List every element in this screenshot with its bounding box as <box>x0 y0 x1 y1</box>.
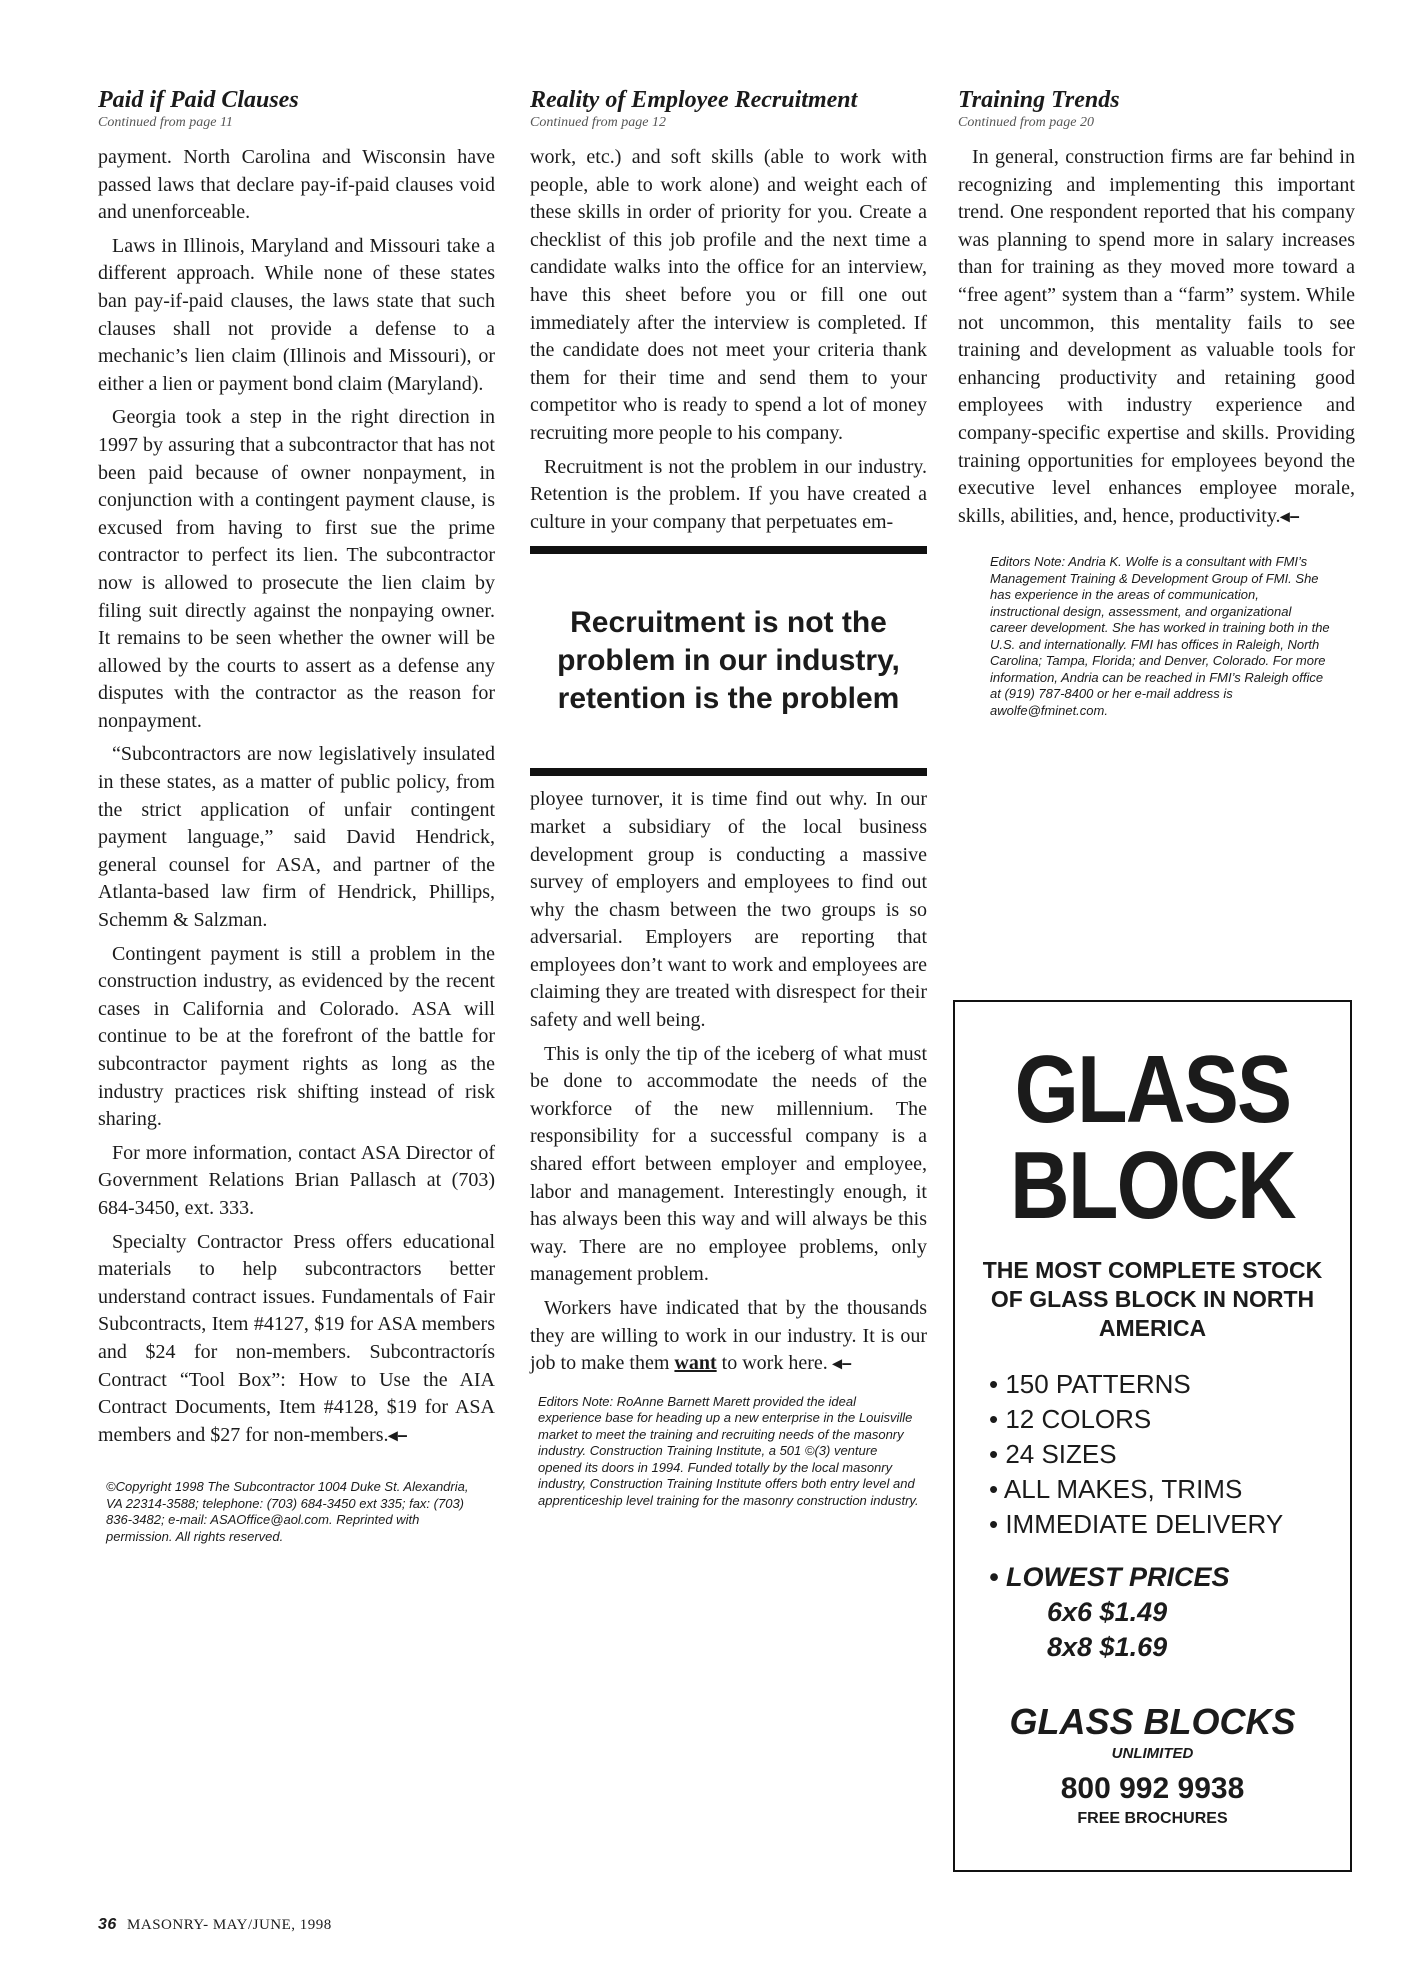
paragraph: Laws in Illinois, Maryland and Missouri take a different approach. While none of these states ban pay-if-paid clauses, the laws state that such clauses shall not provide a defense to a mechanic’s lien claim (Illinois and Missouri), or either a lien or payment bond claim (Maryland). <box>98 234 495 395</box>
ad-company-sub: UNLIMITED <box>1111 1745 1194 1762</box>
continued-line: Continued from page 11 <box>98 115 233 130</box>
article-employee-recruitment <box>530 86 927 1509</box>
ad-tagline: THE MOST COMPLETE STOCK OF GLASS BLOCK IN NORTH AMERICA <box>982 1257 1323 1341</box>
ad-prices-heading: • LOWEST PRICES <box>989 1562 1230 1592</box>
ad-prices <box>989 1560 1350 1665</box>
editors-note: Editors Note: Andria K. Wolfe is a consultant with FMI’s Management Training & Development Group of FMI. She has experience in the areas of communication, instructional design, assessment, and organizational career development. She has worked in training both in the U.S. and internationally. FMI has offices in Raleigh, North Carolina; Tampa, Florida; and Denver, Colorado. For more information, Andria can be reached in FMI’s Raleigh office at (919) 787-8400 or her e-mail address is awolfe@fminet.com. <box>990 554 1330 718</box>
paragraph: ployee turnover, it is time find out why. In our market a subsidiary of the local business development group is conducting a massive survey of employers and employees to find out why the chasm between the two groups is so adversarial. Employers are reporting that employees don’t want to work and employees are claiming they are treated with disrespect for their safety and well being. <box>530 788 927 1032</box>
paragraph <box>530 1295 927 1378</box>
pullquote-bottom-rule <box>530 768 927 776</box>
paragraph-text: Specialty Contractor Press offers educational materials to help subcontractors better understand contract issues. Fundamentals of Fair Subcontracts, Item #4127, $19 for ASA members and $24 for non-members. Subcontractorís Contract “Tool Box”: How to Use the AIA Contract Documents, Item #4128, $19 for ASA members and $27 for non-members. <box>98 1230 495 1446</box>
paragraph: Contingent payment is still a problem in the construction industry, as evidenced by the recent cases in California and Colorado. ASA will continue to be at the forefront of the battle for subcontractor payment rights as long as the industry practices risk shifting instead of risk sharing. <box>98 942 495 1131</box>
article-title: Reality of Employee Recruitment <box>530 87 858 113</box>
paragraph: work, etc.) and soft skills (able to work with people, able to work alone) and weight each of these skills in order of priority for you. Create a checklist of this job profile and the next time a candidate walks into the office for an interview, have this sheet before you or fill one out immediately after the interview is completed. If the candidate does not meet your criteria thank them for their time and send them to your competitor who is ready to spend a lot of money recruiting more people to his company. <box>530 146 927 444</box>
emphasis-word: want <box>674 1352 717 1375</box>
paragraph-text: to work here. <box>716 1352 828 1375</box>
article-training-trends <box>958 86 1355 719</box>
ad-company-name: GLASS BLOCKS <box>1009 1701 1296 1742</box>
paragraph: “Subcontractors are now legislatively insulated in these states, as a matter of public policy, from the strict application of unfair contingent payment language,” said David Hendrick, general counsel for ASA, and partner of the Atlanta-based law firm of Hendrick, Phillips, Schemm & Salzman. <box>98 743 495 932</box>
paragraph-text: Workers have indicated that by the thousands they are willing to work in our industry. It is our job to make them <box>530 1297 927 1375</box>
ad-brochures: FREE BROCHURES <box>1077 1810 1228 1827</box>
end-mark-icon: ◂– <box>388 1424 408 1445</box>
ad-phone: 800 992 9938 <box>1060 1772 1245 1805</box>
glass-block-advertisement <box>953 1000 1352 1872</box>
ad-feature: • 150 PATTERNS <box>989 1369 1191 1399</box>
ad-price-line: 6x6 $1.49 <box>1047 1597 1168 1627</box>
ad-feature: • 24 SIZES <box>989 1439 1117 1469</box>
paragraph <box>958 144 1355 530</box>
continued-line: Continued from page 20 <box>958 115 1094 130</box>
pull-quote: Recruitment is not the problem in our industry, retention is the problem <box>557 606 900 716</box>
end-mark-icon: ◂– <box>832 1353 852 1374</box>
page-number: 36 <box>98 1916 117 1933</box>
pullquote-top-rule <box>530 546 927 554</box>
ad-feature-list <box>989 1367 1350 1542</box>
page-footer <box>98 1916 332 1934</box>
ad-feature: • ALL MAKES, TRIMS <box>989 1474 1243 1504</box>
ad-feature: • 12 COLORS <box>989 1404 1152 1434</box>
article-title: Training Trends <box>958 87 1120 113</box>
paragraph-text: In general, construction firms are far behind in recognizing and implementing this important trend. One respondent reported that his company was planning to spend more in salary increases than for training as they moved more toward a “free agent” system than a “farm” system. While not uncommon, this mentality fails to see training and development as valuable tools for enhancing productivity and retaining good employees with industry experience and company-specific expertise and skills. Providing training opportunities for employees beyond the executive level enhances employee morale, skills, abilities, and, hence, productivity. <box>958 146 1355 527</box>
ad-price-line: 8x8 $1.69 <box>1047 1632 1168 1662</box>
continued-line: Continued from page 12 <box>530 115 666 130</box>
ad-feature: • IMMEDIATE DELIVERY <box>989 1509 1284 1539</box>
editors-note: ©Copyright 1998 The Subcontractor 1004 Duke St. Alexandria, VA 22314-3588; telephone: (703) 684-3450 ext 335; fax: (703) 836-3482; e-mail: ASAOffice@aol.com. Reprinted with permission. All rights reserved. <box>106 1479 469 1544</box>
paragraph <box>98 1229 495 1450</box>
publication-line: MASONRY- MAY/JUNE, 1998 <box>127 1917 332 1933</box>
ad-brand-line: GLASS <box>1014 1036 1291 1143</box>
editors-note: Editors Note: RoAnne Barnett Marett provided the ideal experience base for heading up a new enterprise in the Louisville market to meet the training and recruiting needs of the masonry industry. Construction Training Institute, a 501 ©(3) venture opened its doors in 1994. Funded totally by the local masonry industry, Construction Training Institute offers both entry level and apprenticeship level training for the masonry construction industry. <box>538 1393 919 1508</box>
paragraph: For more information, contact ASA Director of Government Relations Brian Pallasch at (703) 684-3450, ext. 333. <box>98 1141 495 1219</box>
paragraph: Georgia took a step in the right direction in 1997 by assuring that a subcontractor that has not been paid because of owner nonpayment, in conjunction with a contingent payment clause, is excused from having to first sue the prime contractor to perfect its lien. The subcontractor now is allowed to prosecute the lien claim by filing suit directly against the nonpaying owner. It remains to be seen whether the owner will be allowed by the courts to assert as a defense any disputes with the contractor as the reason for nonpayment. <box>98 406 495 732</box>
article-paid-if-paid <box>98 86 495 1545</box>
article-title: Paid if Paid Clauses <box>98 87 299 113</box>
paragraph: payment. North Carolina and Wisconsin have passed laws that declare pay-if-paid clauses void and unenforceable. <box>98 146 495 224</box>
ad-brand-line: BLOCK <box>1010 1132 1295 1239</box>
paragraph: Recruitment is not the problem in our industry. Retention is the problem. If you have created a culture in your company that perpetuates em- <box>530 455 927 533</box>
end-mark-icon: ◂– <box>1280 505 1300 526</box>
paragraph: This is only the tip of the iceberg of what must be done to accommodate the needs of the workforce of the new millennium. The responsibility for a successful company is a shared effort between employer and employee, labor and management. Interestingly enough, it has always been this way and will always be this way. There are no employee problems, only management problem. <box>530 1042 927 1286</box>
